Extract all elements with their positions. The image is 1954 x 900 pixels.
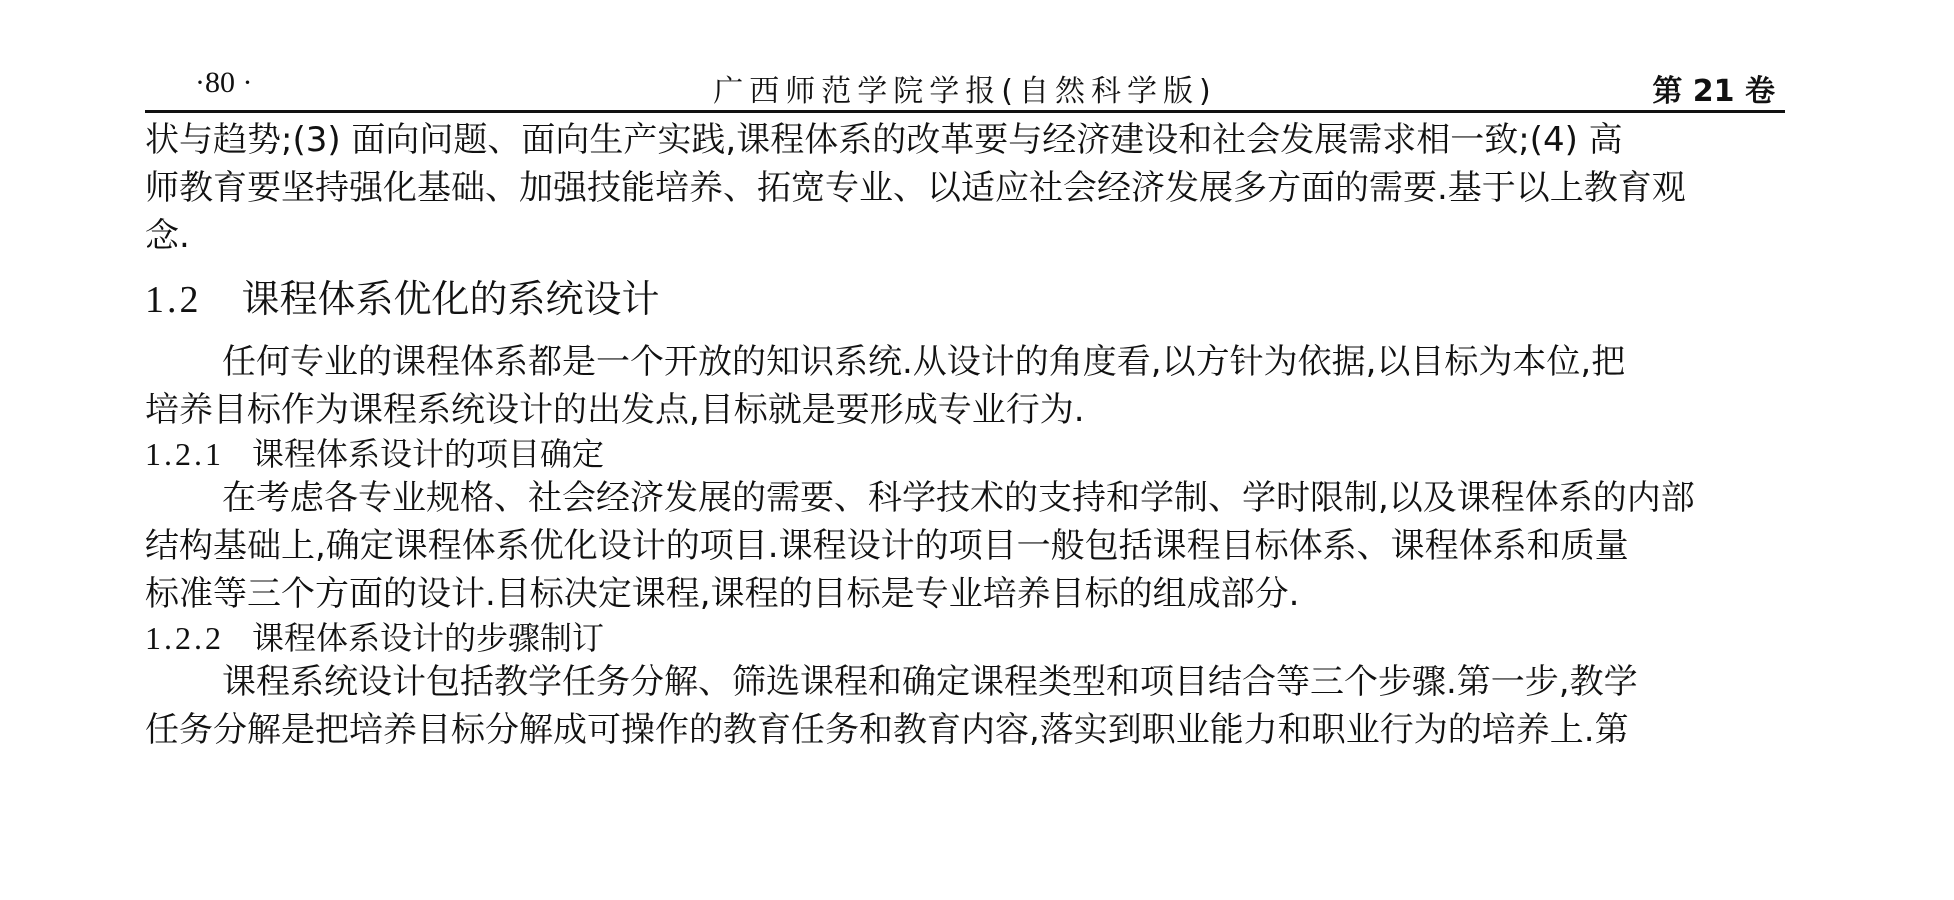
paragraph-line: 念. <box>145 216 190 256</box>
paragraph-line: 在考虑各专业规格、社会经济发展的需要、科学技术的支持和学制、学时限制,以及课程体系的内部 <box>222 478 1695 518</box>
section-heading-1-2-2 <box>145 614 604 662</box>
section-number: 1.2.2 <box>145 620 224 656</box>
volume-label: 第 21 卷 <box>1652 74 1775 109</box>
paragraph-line: 任何专业的课程体系都是一个开放的知识系统.从设计的角度看,以方针为依据,以目标为本位,把 <box>222 342 1626 382</box>
section-title: 课程体系设计的项目确定 <box>252 435 605 473</box>
section-number: 1.2.1 <box>145 436 224 472</box>
page-number: ·80 · <box>195 66 253 99</box>
running-header <box>145 62 1785 113</box>
paragraph-line: 标准等三个方面的设计.目标决定课程,课程的目标是专业培养目标的组成部分. <box>145 574 1300 614</box>
paragraph-line: 师教育要坚持强化基础、加强技能培养、拓宽专业、以适应社会经济发展多方面的需要.基于以上教育观 <box>145 168 1686 208</box>
section-heading-1-2-1 <box>145 430 604 478</box>
section-title: 课程体系优化的系统设计 <box>241 277 660 321</box>
paragraph-line: 培养目标作为课程系统设计的出发点,目标就是要形成专业行为. <box>145 390 1085 430</box>
paragraph-line: 任务分解是把培养目标分解成可操作的教育任务和教育内容,落实到职业能力和职业行为的培养上.第 <box>145 710 1629 750</box>
paragraph-line: 结构基础上,确定课程体系优化设计的项目.课程设计的项目一般包括课程目标体系、课程体系和质量 <box>145 526 1629 566</box>
journal-title: 广西师范学院学报(自然科学版) <box>713 74 1217 109</box>
section-title: 课程体系设计的步骤制订 <box>252 619 605 657</box>
section-heading-1-2 <box>145 275 660 324</box>
section-number: 1.2 <box>145 279 202 321</box>
paragraph-line: 状与趋势;(3) 面向问题、面向生产实践,课程体系的改革要与经济建设和社会发展需求相一致;(4) 高 <box>145 120 1623 160</box>
paragraph-line: 课程系统设计包括教学任务分解、筛选课程和确定课程类型和项目结合等三个步骤.第一步,教学 <box>222 662 1638 702</box>
